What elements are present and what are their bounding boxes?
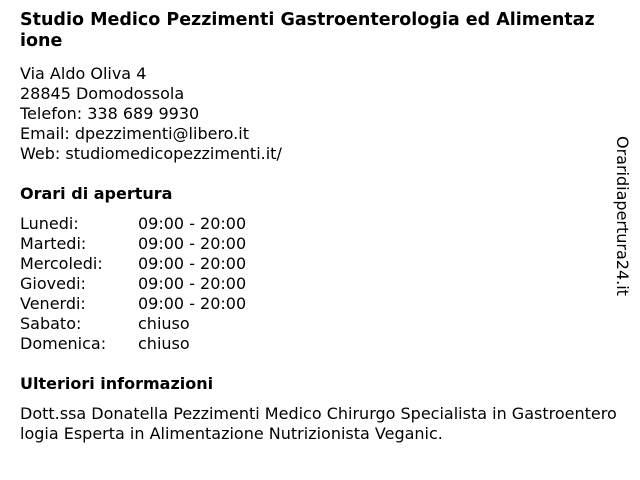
hours-row-sunday — [20, 334, 246, 354]
hours-row-saturday — [20, 314, 246, 334]
address-block — [20, 64, 282, 164]
phone-number[interactable]: Telefon: 338 689 9930 — [20, 104, 200, 123]
business-name: Studio Medico Pezzimenti Gastroenterologia ed Alimentazione — [20, 10, 595, 51]
hours-row-tuesday — [20, 234, 246, 254]
hours-day: Mercoledi: — [20, 254, 103, 273]
hours-row-friday — [20, 294, 246, 314]
opening-hours-table — [20, 214, 246, 354]
hours-time: 09:00 - 20:00 — [138, 294, 247, 313]
hours-time: 09:00 - 20:00 — [138, 254, 247, 273]
hours-time: 09:00 - 20:00 — [138, 274, 247, 293]
email-address[interactable]: Email: dpezzimenti@libero.it — [20, 124, 249, 143]
hours-row-wednesday — [20, 254, 246, 274]
website-link[interactable]: Web: studiomedicopezzimenti.it/ — [20, 144, 282, 163]
hours-day: Venerdi: — [20, 294, 86, 313]
city: 28845 Domodossola — [20, 84, 185, 103]
hours-time: 09:00 - 20:00 — [138, 214, 247, 233]
hours-time: 09:00 - 20:00 — [138, 234, 247, 253]
street-address: Via Aldo Oliva 4 — [20, 64, 147, 83]
watermark-text: Oraridiapertura24.it — [613, 136, 632, 296]
hours-time: chiuso — [138, 334, 190, 353]
additional-info-heading: Ulteriori informazioni — [20, 374, 214, 393]
hours-day: Martedi: — [20, 234, 87, 253]
hours-time: chiuso — [138, 314, 190, 333]
additional-info-text: Dott.ssa Donatella Pezzimenti Medico Chirurgo Specialista in Gastroenterologia Esperta in Alimentazione Nutrizionista Veganic. — [20, 404, 617, 443]
hours-day: Lunedi: — [20, 214, 79, 233]
opening-hours-heading: Orari di apertura — [20, 184, 173, 203]
hours-day: Giovedi: — [20, 274, 86, 293]
hours-row-thursday — [20, 274, 246, 294]
hours-day: Domenica: — [20, 334, 107, 353]
hours-row-monday — [20, 214, 246, 234]
hours-day: Sabato: — [20, 314, 82, 333]
